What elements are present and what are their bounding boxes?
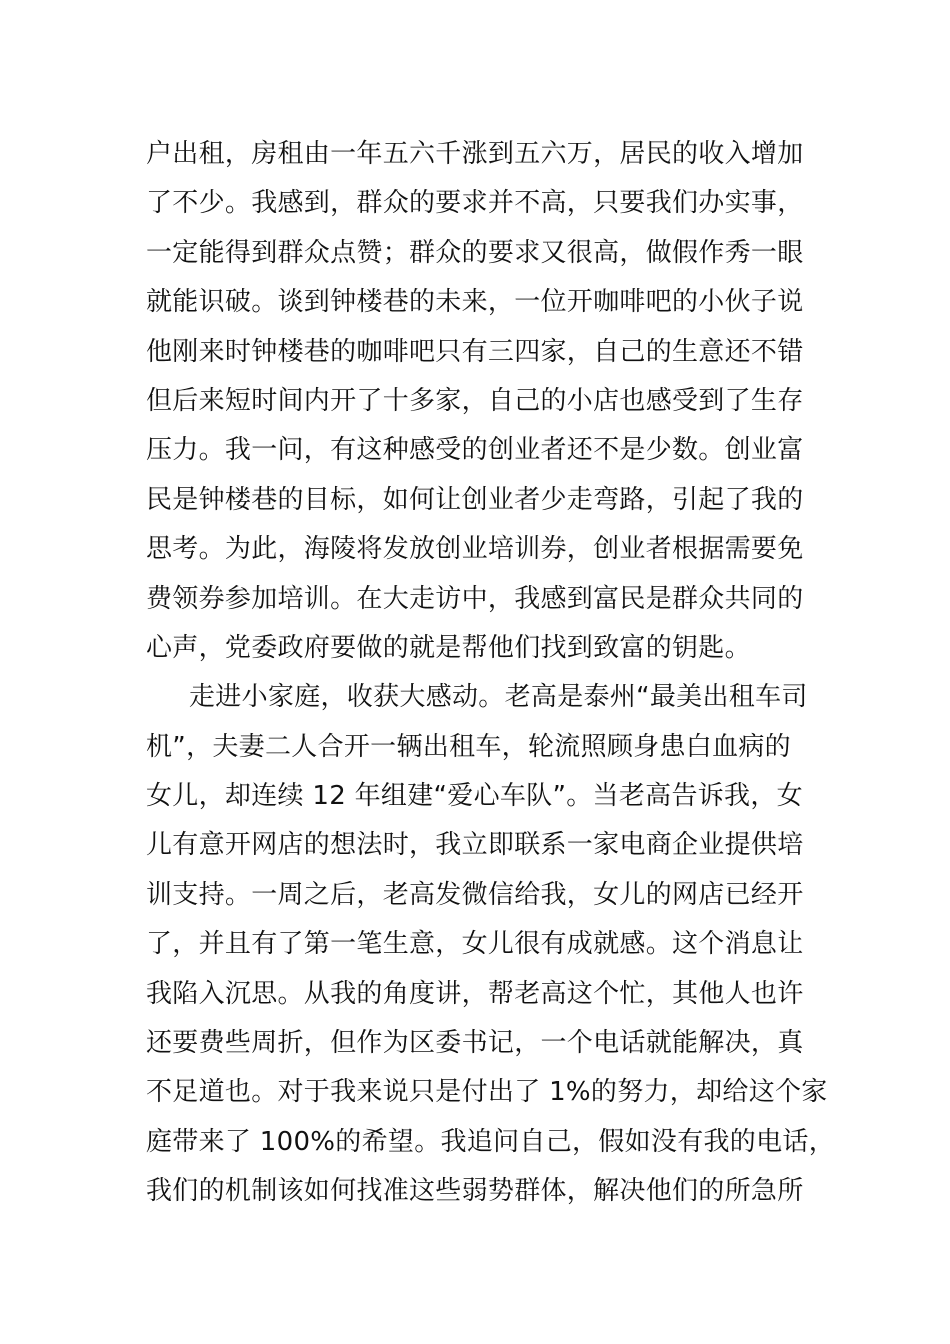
text-line: 压力。我一问，有这种感受的创业者还不是少数。创业富 xyxy=(146,435,804,466)
text-line: 费领券参加培训。在大走访中，我感到富民是群众共同的 xyxy=(146,583,804,614)
text-line: 还要费些周折，但作为区委书记，一个电话就能解决，真 xyxy=(146,1028,804,1059)
text-line: 不足道也。对于我来说只是付出了 1%的努力，却给这个家 xyxy=(146,1077,828,1108)
text-line: 我陷入沉思。从我的角度讲，帮老高这个忙，其他人也许 xyxy=(146,978,804,1009)
text-line: 儿有意开网店的想法时，我立即联系一家电商企业提供培 xyxy=(146,830,804,861)
text-line: 但后来短时间内开了十多家，自己的小店也感受到了生存 xyxy=(146,385,804,416)
text-line: 我们的机制该如何找准这些弱势群体，解决他们的所急所 xyxy=(146,1176,804,1207)
text-line: 女儿，却连续 12 年组建“爱心车队”。当老高告诉我，女 xyxy=(146,781,803,812)
body-text xyxy=(146,130,846,1217)
text-line: 了不少。我感到，群众的要求并不高，只要我们办实事， xyxy=(146,188,804,219)
text-line: 户出租，房租由一年五六千涨到五六万，居民的收入增加 xyxy=(146,139,804,169)
text-line: 就能识破。谈到钟楼巷的未来，一位开咖啡吧的小伙子说 xyxy=(146,287,804,318)
text-line: 心声，党委政府要做的就是帮他们找到致富的钥匙。 xyxy=(146,632,751,663)
text-line: 一定能得到群众点赞；群众的要求又很高，做假作秀一眼 xyxy=(146,237,804,268)
text-line: 训支持。一周之后，老高发微信给我，女儿的网店已经开 xyxy=(146,879,804,910)
text-line: 民是钟楼巷的目标，如何让创业者少走弯路，引起了我的 xyxy=(146,484,804,515)
paragraph-start-line: 走进小家庭，收获大感动。老高是泰州“最美出租车司 xyxy=(189,682,808,713)
text-line: 了，并且有了第一笔生意，女儿很有成就感。这个消息让 xyxy=(146,929,804,960)
text-line: 思考。为此，海陵将发放创业培训券，创业者根据需要免 xyxy=(146,534,804,565)
text-line: 庭带来了 100%的希望。我追问自己，假如没有我的电话， xyxy=(146,1126,835,1157)
text-line: 机”，夫妻二人合开一辆出租车，轮流照顾身患白血病的 xyxy=(146,731,791,762)
text-line: 他刚来时钟楼巷的咖啡吧只有三四家，自己的生意还不错 xyxy=(146,336,804,367)
